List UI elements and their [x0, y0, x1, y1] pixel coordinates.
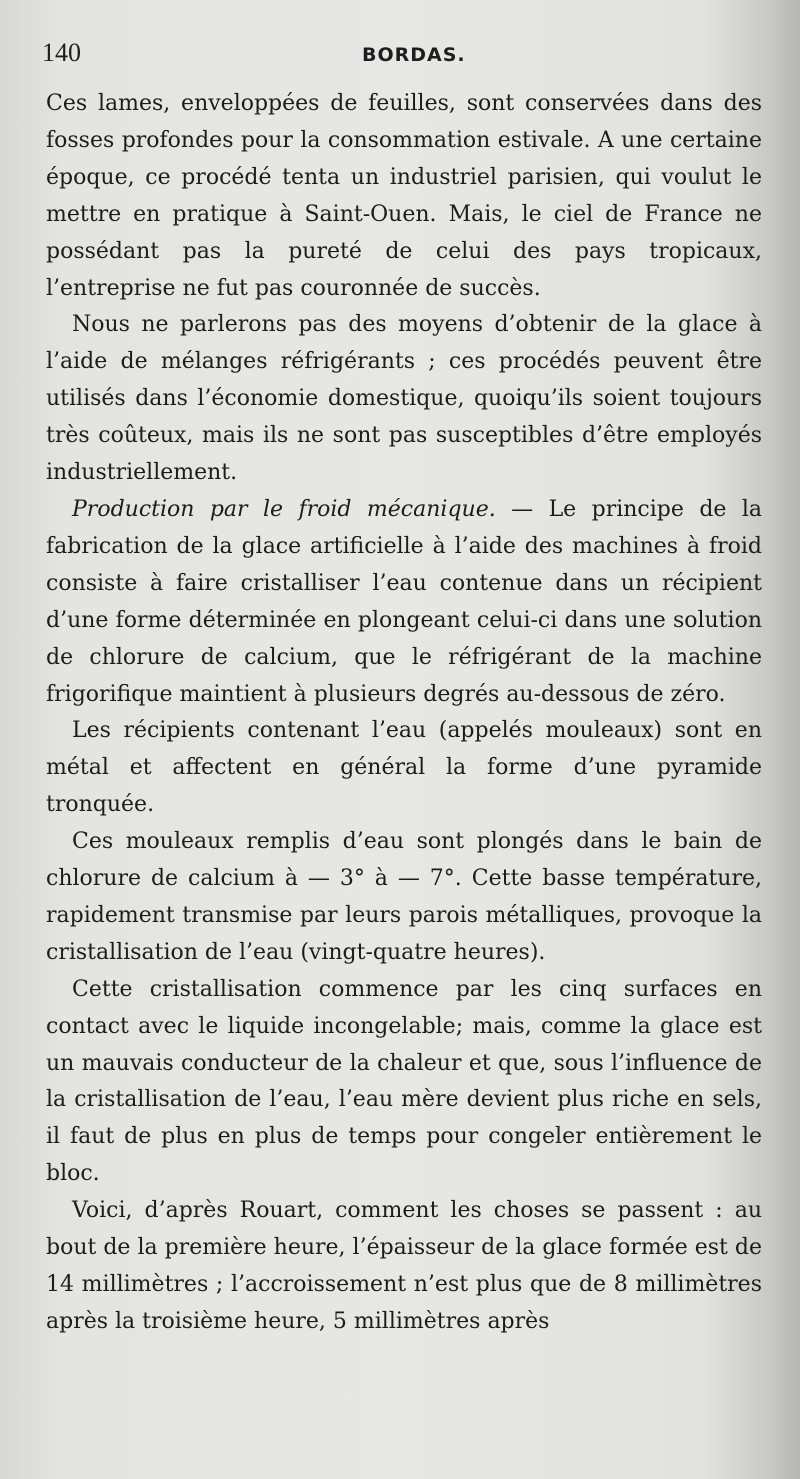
body-text — [46, 86, 762, 1341]
section-heading: Production par le froid mécanique. — [72, 496, 496, 522]
paragraph-text: — Le principe de la fabrication de la glace artificielle à l’aide des machines à froid consiste à faire cristalliser l’eau contenue dans un récipient d’une forme déterminée en plongeant celui-ci dans une solution de chlorure de calcium, que le réfrigérant de la machine frigorifique maintient à plusieurs degrés au-dessous de zéro. — [46, 496, 762, 707]
paragraph — [46, 492, 762, 713]
paragraph-text: Les récipients contenant l’eau (appelés mouleaux) sont en métal et affectent en général la forme d’une pyramide tronquée. — [46, 718, 762, 818]
paragraph — [46, 713, 762, 824]
paragraph — [46, 307, 762, 492]
paragraph-text: Voici, d’après Rouart, comment les choses se passent : au bout de la première heure, l’épaisseur de la glace formée est de 14 millimètres ; l’accroissement n’est plus que de 8 millimètres après la troisième heure, 5 millimètres après — [46, 1198, 762, 1334]
paragraph — [46, 86, 762, 307]
paragraph-text: Nous ne parlerons pas des moyens d’obtenir de la glace à l’aide de mélanges réfrigérants ; ces procédés peuvent être utilisés dans l’économie domestique, quoiqu’ils soient toujours très coûteux, mais ils ne sont pas susceptibles d’être employés industriellement. — [46, 312, 762, 486]
paragraph — [46, 1193, 762, 1341]
paragraph-text: Ces lames, enveloppées de feuilles, sont conservées dans des fosses profondes pour la consommation estivale. A une certaine époque, ce procédé tenta un industriel parisien, qui voulut le mettre en pratique à Saint-Ouen. Mais, le ciel de France ne possédant pas la pureté de celui des pays tropicaux, l’entreprise ne fut pas couronnée de succès. — [46, 91, 762, 301]
page-number: 140 — [42, 38, 81, 67]
paragraph-text: Cette cristallisation commence par les cinq surfaces en contact avec le liquide incongelable; mais, comme la glace est un mauvais conducteur de la chaleur et que, sous l’influence de la cristallisation de l’eau, l’eau mère devient plus riche en sels, il faut de plus en plus de temps pour congeler entièrement le bloc. — [46, 976, 762, 1187]
paragraph — [46, 972, 762, 1193]
paragraph — [46, 824, 762, 972]
page-header — [42, 38, 762, 74]
paragraph-text: Ces mouleaux remplis d’eau sont plongés dans le bain de chlorure de calcium à — 3° à — 7°. Cette basse température, rapidement transmise par leurs parois métalliques, provoque la cristallisation de l’eau (vingt-quatre heures). — [46, 829, 762, 965]
running-head: BORDAS. — [362, 44, 466, 66]
